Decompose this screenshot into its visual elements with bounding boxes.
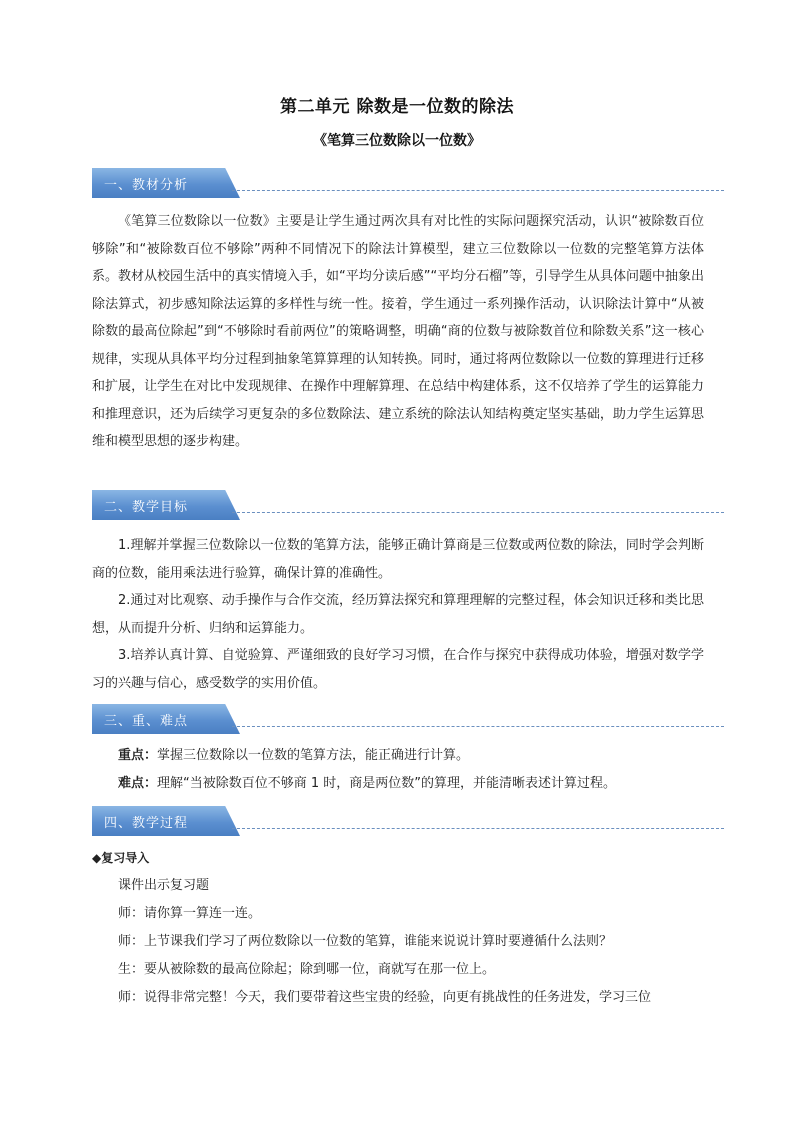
section-divider — [232, 512, 724, 513]
key-point-line — [118, 746, 738, 766]
difficulty-text: 理解“当被除数百位不够商 1 时，商是两位数”的算理，并能清晰表述计算过程。 — [157, 776, 617, 791]
process-line: 生：要从被除数的最高位除起；除到哪一位，商就写在那一位上。 — [118, 962, 496, 977]
section-header-goals — [92, 490, 724, 520]
difficulty-line — [118, 774, 738, 794]
goal-item-2: 2.通过对比观察、动手操作与合作交流，经历算法探究和算理理解的完整过程，体会知识迁移和类比思想，从而提升分析、归纳和运算能力。 — [92, 593, 704, 636]
section-label: 一、教材分析 — [104, 178, 189, 193]
goal-item-3: 3.培养认真计算、自觉验算、严谨细致的良好学习习惯，在合作与探究中获得成功体验，增强对数学学习的兴趣与信心，感受数学的实用价值。 — [92, 648, 704, 691]
section-divider — [232, 190, 724, 191]
key-point-label: 重点： — [118, 748, 158, 763]
process-line: 师：上节课我们学习了两位数除以一位数的笔算，谁能来说说计算时要遵循什么法则？ — [118, 934, 613, 949]
section-header-analysis — [92, 168, 724, 198]
section-divider — [232, 726, 724, 727]
difficulty-label: 难点： — [118, 776, 158, 791]
page-subtitle: 《笔算三位数除以一位数》 — [313, 133, 481, 149]
section-label: 四、教学过程 — [104, 816, 189, 831]
key-point-text: 掌握三位数除以一位数的笔算方法，能正确进行计算。 — [157, 748, 470, 763]
section-header-key-points — [92, 704, 724, 734]
process-line: 课件出示复习题 — [118, 878, 210, 893]
process-line: 师：说得非常完整！今天，我们要带着这些宝贵的经验，向更有挑战性的任务进发，学习三位 — [118, 990, 652, 1005]
section-divider — [232, 828, 724, 829]
goal-item-1: 1.理解并掌握三位数除以一位数的笔算方法，能够正确计算商是三位数或两位数的除法，同时学会判断商的位数，能用乘法进行验算，确保计算的准确性。 — [92, 538, 704, 581]
analysis-paragraph: 《笔算三位数除以一位数》主要是让学生通过两次具有对比性的实际问题探究活动，认识“被除数百位够除”和“被除数百位不够除”两种不同情况下的除法计算模型，建立三位数除以一位数的完整笔算方法体系。教材从校园生活中的真实情境入手，如“平均分读后感”“平均分石榴”等，引导学生从具体问题中抽象出除法算式，初步感知除法运算的多样性与统一性。接着，学生通过一系列操作活动，认识除法计算中“从被除数的最高位除起”到“不够除时看前两位”的策略调整，明确“商的位数与被除数首位和除数关系”这一核心规律，实现从具体平均分过程到抽象笔算算理的认知转换。同时，通过将两位数除以一位数的算理进行迁移和扩展，让学生在对比中发现规律、在操作中理解算理、在总结中构建体系，这不仅培养了学生的运算能力和推理意识，还为后续学习更复杂的多位数除法、建立系统的除法认知结构奠定坚实基础，助力学生运算思维和模型思想的逐步构建。 — [92, 214, 704, 449]
section-header-process — [92, 806, 724, 836]
section-label: 三、重、难点 — [104, 714, 189, 729]
section-label: 二、教学目标 — [104, 500, 189, 515]
process-heading: ◆复习导入 — [92, 851, 150, 865]
page-title: 第二单元 除数是一位数的除法 — [280, 97, 514, 117]
process-line: 师：请你算一算连一连。 — [118, 906, 262, 921]
